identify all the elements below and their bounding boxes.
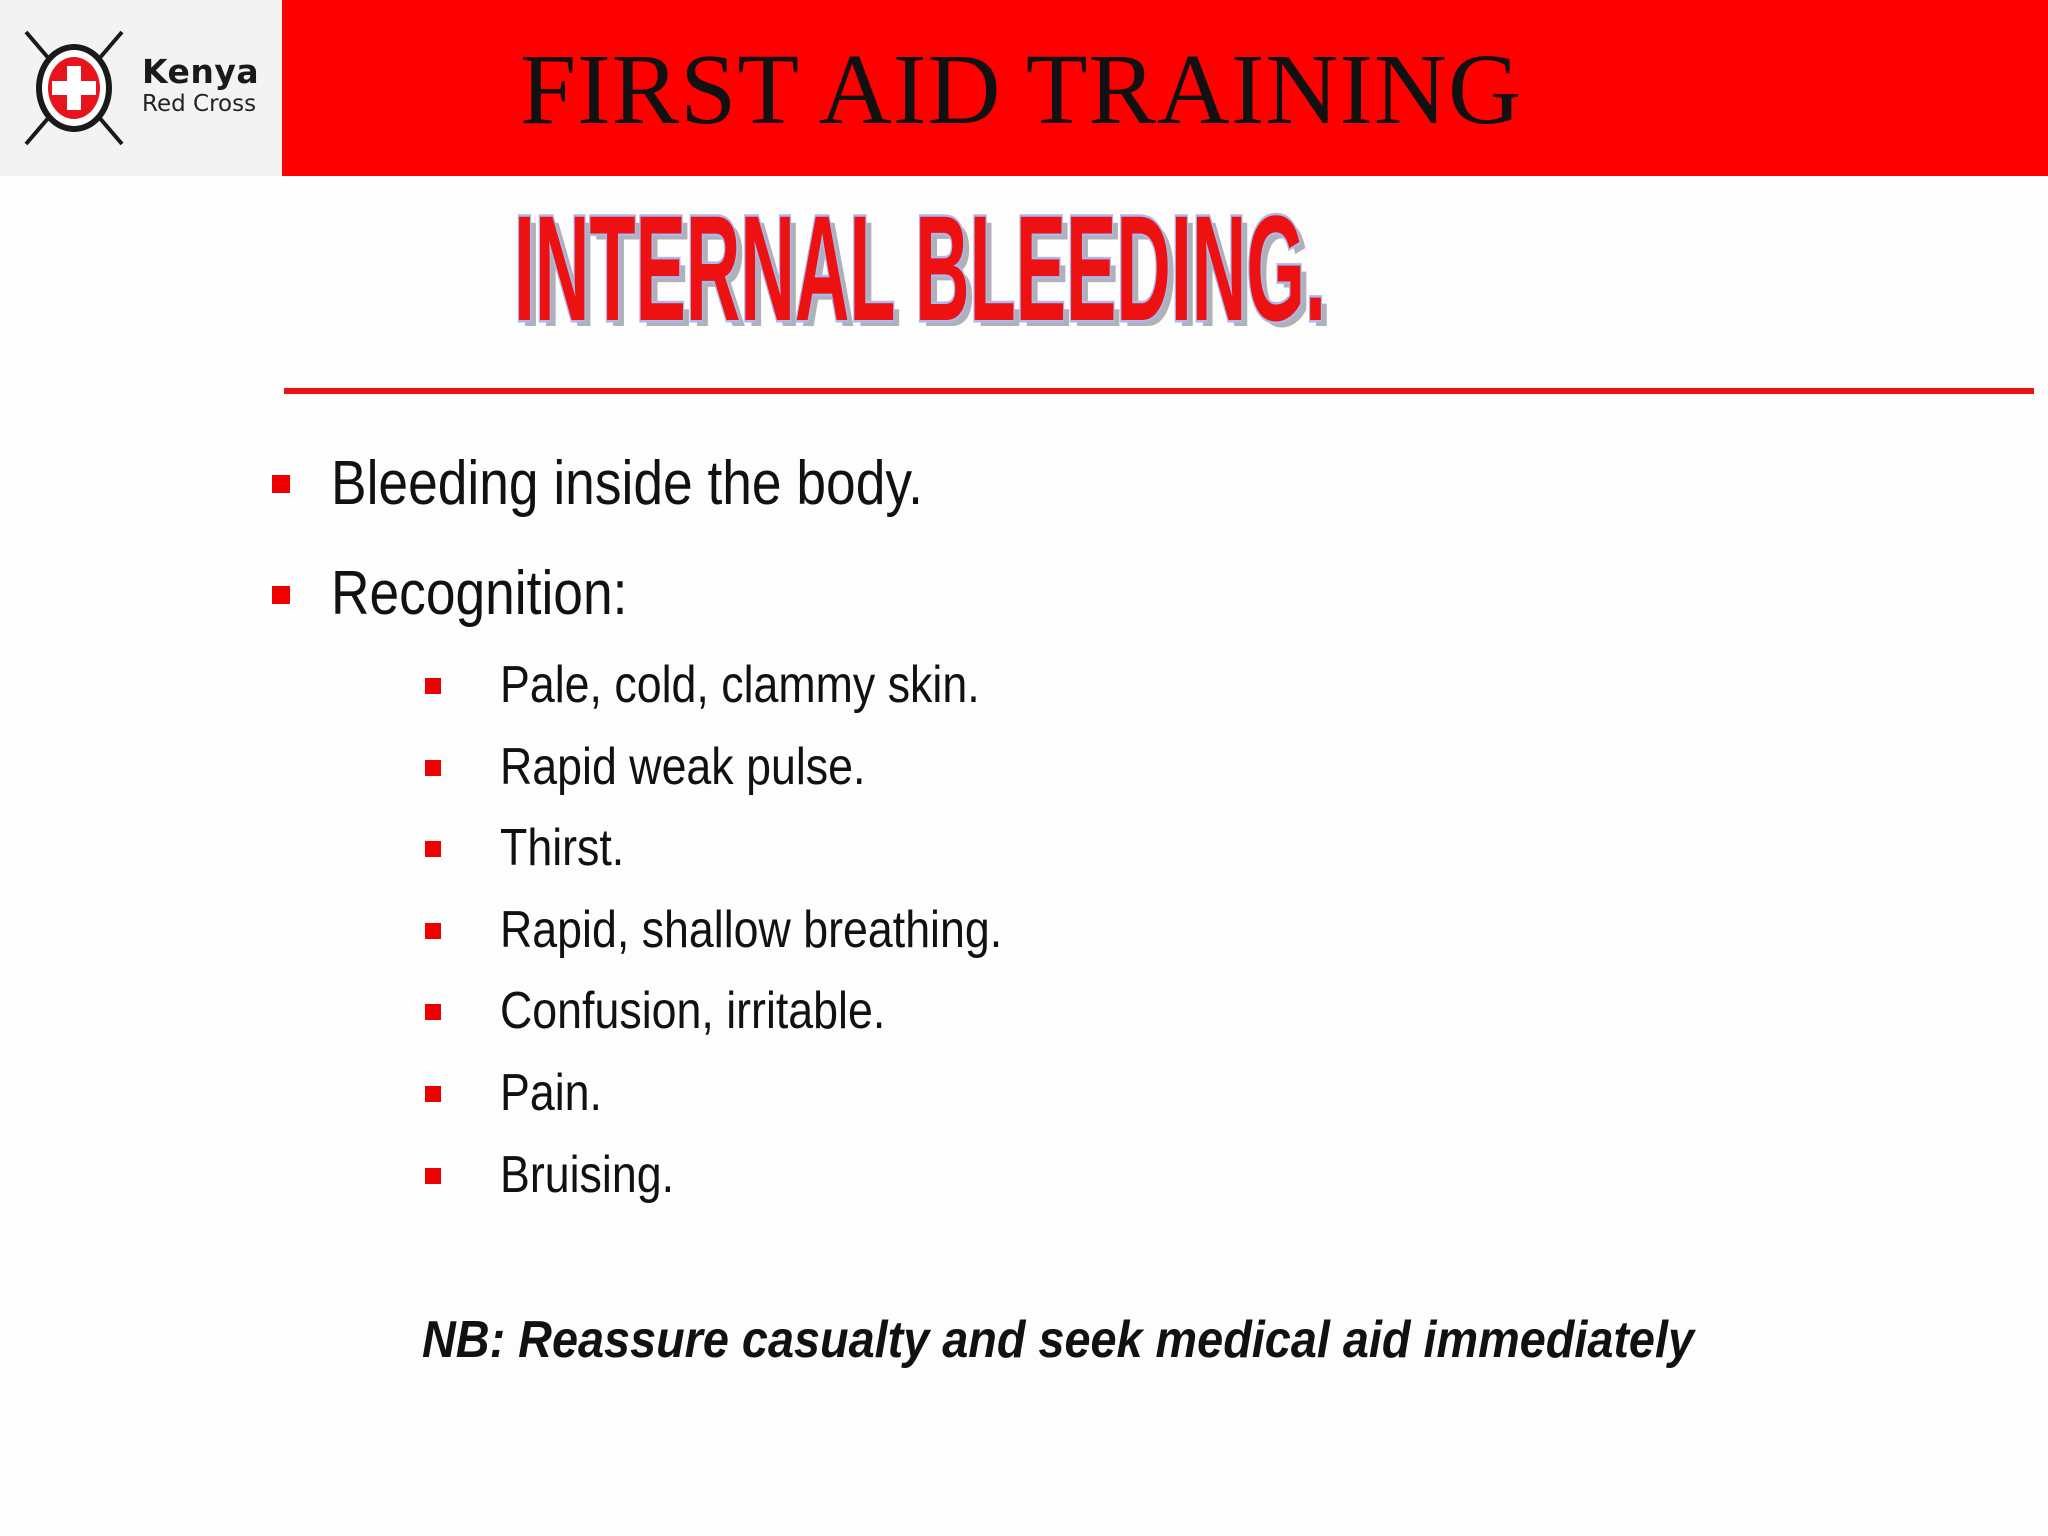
subtitle-shadow: INTERNAL BLEEDING. — [520, 190, 1332, 358]
sub-bullet-item: Thirst. — [500, 819, 625, 877]
page-title: FIRST AID TRAINING — [520, 33, 1522, 145]
sub-bullet-item: Bruising. — [500, 1146, 674, 1204]
sub-bullet-marker — [425, 678, 441, 694]
sub-bullet-marker — [425, 1004, 441, 1020]
bullet-item: Bleeding inside the body. — [331, 449, 923, 518]
sub-bullet-item: Pain. — [500, 1064, 602, 1122]
sub-bullet-item: Rapid, shallow breathing. — [500, 901, 1003, 959]
note-text: NB: Reassure casualty and seek medical aid immediately — [422, 1311, 1694, 1369]
logo-name: Kenya — [142, 52, 260, 91]
sub-bullet-item: Rapid weak pulse. — [500, 738, 866, 796]
sub-bullet-marker — [425, 923, 441, 939]
sub-bullet-marker — [425, 1168, 441, 1184]
sub-bullet-marker — [425, 1086, 441, 1102]
sub-bullet-marker — [425, 841, 441, 857]
logo-subtitle: Red Cross — [142, 91, 257, 117]
sub-bullet-marker — [425, 760, 441, 776]
sub-bullet-item: Pale, cold, clammy skin. — [500, 656, 980, 714]
subtitle-text: INTERNAL BLEEDING. — [514, 190, 1326, 352]
sub-bullet-item: Confusion, irritable. — [500, 982, 886, 1040]
bullet-marker — [272, 475, 290, 493]
bullet-marker — [272, 586, 290, 604]
bullet-item: Recognition: — [331, 559, 628, 628]
